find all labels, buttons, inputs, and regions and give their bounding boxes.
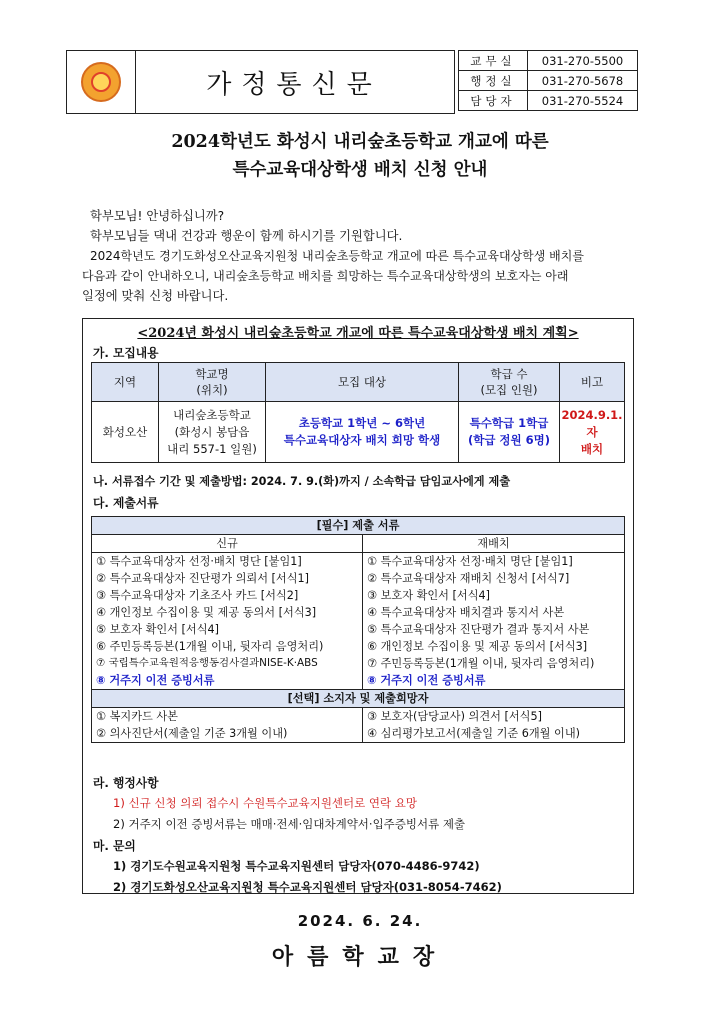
inquiry-2: 2) 경기도화성오산교육지원청 특수교육지원센터 담당자(031-8054-7462) bbox=[113, 880, 502, 894]
optional-title: [선택] 소지자 및 제출희망자 bbox=[92, 690, 625, 708]
table-row bbox=[92, 604, 625, 621]
contact-phone: 031-270-5500 bbox=[528, 51, 638, 71]
classes-cell: 특수학급 1학급 (학급 정원 6명) bbox=[459, 402, 560, 463]
region-cell: 화성오산 bbox=[92, 402, 159, 463]
section-d-heading: 라. 행정사항 bbox=[93, 776, 159, 790]
table-row bbox=[92, 621, 625, 638]
section-c-heading: 다. 제출서류 bbox=[93, 496, 159, 510]
admin-note-1: 1) 신규 신청 의뢰 접수시 수원특수교육지원센터로 연락 요망 bbox=[113, 796, 418, 810]
table-row bbox=[92, 570, 625, 587]
col-school: 학교명 (위치) bbox=[159, 363, 266, 402]
list-item: ⑥ 개인정보 수집이용 및 제공 동의서 [서식3] bbox=[363, 638, 625, 655]
col-classes: 학급 수 (모집 인원) bbox=[459, 363, 560, 402]
plan-title: <2024년 화성시 내리숲초등학교 개교에 따른 특수교육대상학생 배치 계획> bbox=[137, 326, 579, 341]
section-b-heading: 나. 서류접수 기간 및 제출방법: 2024. 7. 9.(화)까지 / 소속학급 담임교사에게 제출 bbox=[93, 475, 511, 488]
new-label: 신규 bbox=[92, 535, 363, 553]
col-target: 모집 대상 bbox=[266, 363, 459, 402]
list-item: ⑤ 보호자 확인서 [서식4] bbox=[92, 621, 363, 638]
intro-line: 2024학년도 경기도화성오산교육지원청 내리숲초등학교 개교에 따른 특수교육대상학생 배치를 bbox=[90, 249, 584, 263]
list-item: ④ 특수교육대상자 배치결과 통지서 사본 bbox=[363, 604, 625, 621]
contact-label: 교무실 bbox=[459, 51, 528, 71]
list-item: ② 특수교육대상자 진단평가 의뢰서 [서식1] bbox=[92, 570, 363, 587]
header bbox=[66, 50, 638, 114]
table-row bbox=[92, 725, 625, 743]
table-row bbox=[92, 553, 625, 571]
list-item: ⑧ 거주지 이전 증빙서류 bbox=[92, 672, 363, 690]
doc-type-row bbox=[92, 535, 625, 553]
list-item: ① 특수교육대상자 선정·배치 명단 [붙임1] bbox=[363, 553, 625, 571]
intro-line: 다음과 같이 안내하오니, 내리숲초등학교 배치를 희망하는 특수교육대상학생의 보호자는 아래 bbox=[82, 269, 569, 283]
school-cell: 내리숲초등학교 (화성시 봉담읍 내리 557-1 일원) bbox=[159, 402, 266, 463]
logo-box bbox=[66, 50, 136, 114]
table-row bbox=[92, 655, 625, 672]
list-item: ⑥ 주민등록등본(1개월 이내, 뒷자리 음영처리) bbox=[92, 638, 363, 655]
list-item: ② 의사진단서(제출일 기준 3개월 이내) bbox=[92, 725, 363, 743]
list-item: ① 복지카드 사본 bbox=[92, 708, 363, 726]
contact-row bbox=[459, 91, 638, 111]
required-header-row bbox=[92, 517, 625, 535]
list-item: ④ 개인정보 수집이용 및 제공 동의서 [서식3] bbox=[92, 604, 363, 621]
section-e-heading: 마. 문의 bbox=[93, 839, 136, 853]
document-title: 가정통신문 bbox=[206, 69, 382, 100]
table-row bbox=[92, 672, 625, 690]
col-note: 비고 bbox=[560, 363, 625, 402]
reassign-label: 재배치 bbox=[363, 535, 625, 553]
contact-row bbox=[459, 71, 638, 91]
list-item: ⑧ 거주지 이전 증빙서류 bbox=[363, 672, 625, 690]
contact-row bbox=[459, 51, 638, 71]
table-row bbox=[92, 402, 625, 463]
target-cell: 초등학교 1학년 ~ 6학년 특수교육대상자 배치 희망 학생 bbox=[266, 402, 459, 463]
col-region: 지역 bbox=[92, 363, 159, 402]
main-title-line1: 2024학년도 화성시 내리숲초등학교 개교에 따른 bbox=[171, 132, 549, 152]
principal-signature: 아름학교장 bbox=[271, 944, 449, 970]
main-title-line2: 특수교육대상학생 배치 신청 안내 bbox=[232, 160, 488, 180]
section-a-heading: 가. 모집내용 bbox=[93, 346, 159, 360]
list-item: ③ 보호자 확인서 [서식4] bbox=[363, 587, 625, 604]
intro-line: 학부모님들 댁내 건강과 행운이 함께 하시기를 기원합니다. bbox=[90, 229, 403, 243]
contact-table bbox=[458, 50, 638, 111]
recruit-table bbox=[91, 362, 625, 463]
required-title: [필수] 제출 서류 bbox=[92, 517, 625, 535]
table-row bbox=[92, 587, 625, 604]
list-item: ④ 심리평가보고서(제출일 기준 6개월 이내) bbox=[363, 725, 625, 743]
list-item: ① 특수교육대상자 선정·배치 명단 [붙임1] bbox=[92, 553, 363, 571]
contact-phone: 031-270-5524 bbox=[528, 91, 638, 111]
intro-greeting: 학부모님! 안녕하십니까? bbox=[90, 209, 225, 223]
list-item: ③ 특수교육대상자 기초조사 카드 [서식2] bbox=[92, 587, 363, 604]
documents-table bbox=[91, 516, 625, 743]
contact-label: 담당자 bbox=[459, 91, 528, 111]
intro-line: 일정에 맞춰 신청 바랍니다. bbox=[82, 289, 229, 303]
note-cell: 2024.9.1.자 배치 bbox=[560, 402, 625, 463]
table-row bbox=[92, 638, 625, 655]
recruit-table-header bbox=[92, 363, 625, 402]
contact-label: 행정실 bbox=[459, 71, 528, 91]
plan-box bbox=[82, 318, 634, 894]
list-item: ③ 보호자(담당교사) 의견서 [서식5] bbox=[363, 708, 625, 726]
document-title-box bbox=[134, 50, 455, 114]
table-row bbox=[92, 708, 625, 726]
list-item: ② 특수교육대상자 재배치 신청서 [서식7] bbox=[363, 570, 625, 587]
admin-note-2: 2) 거주지 이전 증빙서류는 매매·전세·임대차계약서·입주증빙서류 제출 bbox=[113, 817, 466, 831]
list-item: ⑦ 주민등록등본(1개월 이내, 뒷자리 음영처리) bbox=[363, 655, 625, 672]
contact-phone: 031-270-5678 bbox=[528, 71, 638, 91]
issue-date: 2024. 6. 24. bbox=[297, 912, 423, 930]
list-item: ⑦ 국립특수교육원적응행동검사결과NISE-K·ABS bbox=[92, 655, 363, 672]
school-logo-icon bbox=[81, 62, 121, 102]
optional-header-row bbox=[92, 690, 625, 708]
list-item: ⑤ 특수교육대상자 진단평가 결과 통지서 사본 bbox=[363, 621, 625, 638]
inquiry-1: 1) 경기도수원교육지원청 특수교육지원센터 담당자(070-4486-9742) bbox=[113, 859, 480, 873]
